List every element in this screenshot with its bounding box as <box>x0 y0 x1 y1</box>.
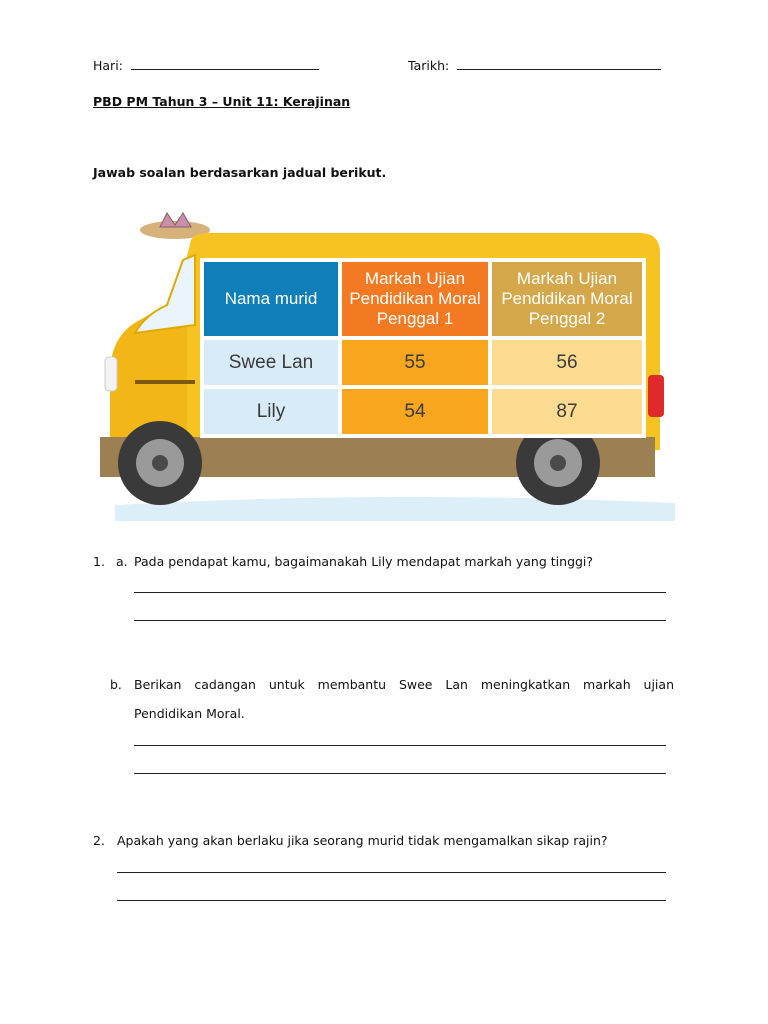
q1b-text-line1: Berikan cadangan untuk membantu Swee Lan meningkatkan markah ujian <box>134 677 674 692</box>
date-field <box>408 58 661 73</box>
q1b-answer-line[interactable] <box>134 745 666 746</box>
headlight <box>105 357 117 391</box>
q2-answer-line[interactable] <box>117 872 666 873</box>
q1a-answer-line[interactable] <box>134 620 666 621</box>
q1a-text: Pada pendapat kamu, bagaimanakah Lily mendapat markah yang tinggi? <box>134 554 594 569</box>
row1-term2: 56 <box>492 340 642 385</box>
windshield <box>135 255 195 333</box>
q1b-text-line2: Pendidikan Moral. <box>134 706 245 721</box>
row2-name: Lily <box>204 389 338 434</box>
instruction: Jawab soalan berdasarkan jadual berikut. <box>93 165 387 180</box>
day-blank[interactable] <box>131 59 319 70</box>
day-label: Hari: <box>93 58 123 73</box>
date-blank[interactable] <box>457 59 661 70</box>
unit-title: PBD PM Tahun 3 – Unit 11: Kerajinan <box>93 94 351 109</box>
q1-number: 1. <box>93 554 105 569</box>
header-term2: Markah Ujian Pendidikan Moral Penggal 2 <box>492 262 642 336</box>
roof-item <box>160 213 191 227</box>
header-name: Nama murid <box>204 262 338 336</box>
row1-name: Swee Lan <box>204 340 338 385</box>
row1-term1: 55 <box>342 340 488 385</box>
ground-shadow <box>115 497 675 521</box>
q2-number: 2. <box>93 833 105 848</box>
q2-text: Apakah yang akan berlaku jika seorang murid tidak mengamalkan sikap rajin? <box>117 833 608 848</box>
row2-term2: 87 <box>492 389 642 434</box>
tail-light <box>648 375 664 417</box>
date-label: Tarikh: <box>408 58 450 73</box>
header-term1: Markah Ujian Pendidikan Moral Penggal 1 <box>342 262 488 336</box>
q1b-answer-line[interactable] <box>134 773 666 774</box>
row2-term1: 54 <box>342 389 488 434</box>
q1a-letter: a. <box>116 554 128 569</box>
score-table <box>200 258 646 438</box>
q1a-answer-line[interactable] <box>134 592 666 593</box>
front-wheel <box>118 421 202 505</box>
q2-answer-line[interactable] <box>117 900 666 901</box>
day-field <box>93 58 319 73</box>
bumper-stripe <box>135 380 195 384</box>
q1b-letter: b. <box>110 677 122 692</box>
